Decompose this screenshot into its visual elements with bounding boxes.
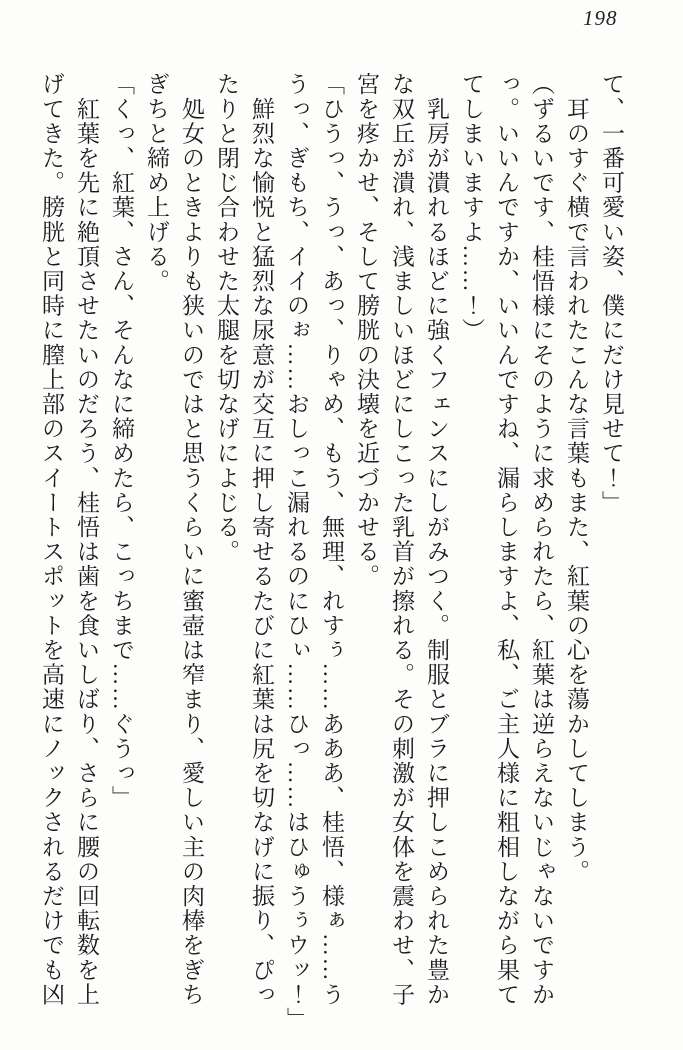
text-column: っ。いいんですか、いいんですね、漏らしますよ、私、ご主人様に粗相しながら果て <box>494 72 519 1007</box>
text-column: ぎちと締め上げる。 <box>144 72 169 294</box>
text-column: 耳のすぐ横で言われたこんな言葉もまた、紅葉の心を蕩かしてしまう。 <box>564 72 589 884</box>
text-column: てしまいますよ……！） <box>459 72 484 343</box>
text-column: て、一番可愛い姿、僕にだけ見せて！」 <box>599 72 624 515</box>
text-column: げてきた。膀胱と同時に膣上部のスイートスポットを高速にノックされるだけでも凶 <box>39 72 64 1007</box>
vertical-text-block <box>33 72 629 1044</box>
text-column: 「ひうっ、うっ、あっ、りゃめ、もう、無理、れすぅ……あああ、桂悟、様ぁ……う <box>319 72 344 1007</box>
page-number: 198 <box>583 6 618 30</box>
text-column: 「くっ、紅葉、さん、そんなに締めたら、こっちまで……ぐうっ」 <box>109 72 134 810</box>
text-column: 処女のときよりも狭いのではと思うくらいに蜜壺は窄まり、愛しい主の肉棒をぎち <box>179 72 204 1007</box>
text-column: 宮を疼かせ、そして膀胱の決壊を近づかせる。 <box>354 72 379 589</box>
text-column: 乳房が潰れるほどに強くフェンスにしがみつく。制服とブラに押しこめられた豊か <box>424 72 449 1007</box>
text-column: （ずるいです、桂悟様にそのように求められたら、紅葉は逆らえないじゃないですか <box>529 72 554 1007</box>
text-column: な双丘が潰れ、浅ましいほどにしこった乳首が擦れる。その刺激が女体を震わせ、子 <box>389 72 414 1007</box>
text-column: うっ、ぎもち、イイのぉ……おしっこ漏れるのにひぃ……ひっ……はひゅうぅウッ！」 <box>284 72 309 1032</box>
text-column: たりと閉じ合わせた太腿を切なげによじる。 <box>214 72 239 564</box>
text-column: 紅葉を先に絶頂させたいのだろう、桂悟は歯を食いしばり、さらに腰の回転数を上 <box>74 72 99 1007</box>
text-column: 鮮烈な愉悦と猛烈な尿意が交互に押し寄せるたびに紅葉は尻を切なげに振り、ぴっ <box>249 72 274 1007</box>
